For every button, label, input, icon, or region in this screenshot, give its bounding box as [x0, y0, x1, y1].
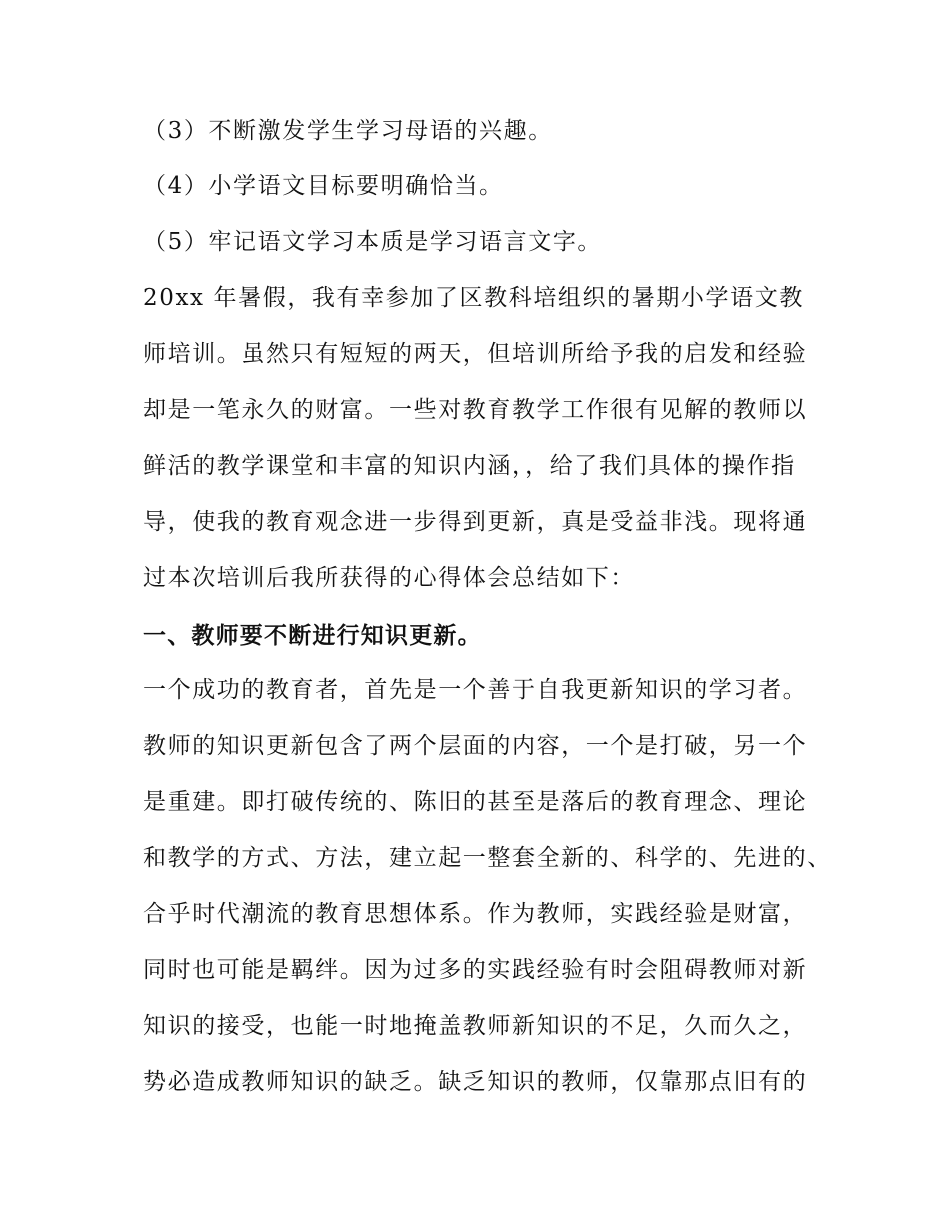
paragraph-line: 却是一笔永久的财富。一些对教育教学工作很有见解的教师以 — [143, 397, 808, 423]
paragraph-line: 教师的知识更新包含了两个层面的内容，一个是打破，另一个 — [143, 733, 808, 759]
paragraph-line: 同时也可能是羁绊。因为过多的实践经验有时会阻碍教师对新 — [143, 957, 808, 983]
paragraph-line: 合乎时代潮流的教育思想体系。作为教师，实践经验是财富， — [143, 901, 808, 927]
section-heading: 一、教师要不断进行知识更新。 — [143, 622, 482, 649]
paragraph-line: 师培训。虽然只有短短的两天，但培训所给予我的启发和经验 — [143, 341, 808, 367]
paragraph-line: 导，使我的教育观念进一步得到更新，真是受益非浅。现将通 — [143, 509, 808, 535]
paragraph-line: 20xx 年暑假，我有幸参加了区教科培组织的暑期小学语文教 — [143, 285, 804, 311]
paragraph-line: 过本次培训后我所获得的心得体会总结如下： — [143, 565, 635, 591]
paragraph-line: 一个成功的教育者，首先是一个善于自我更新知识的学习者。 — [143, 677, 808, 703]
paragraph-line: 知识的接受，也能一时地掩盖教师新知识的不足，久而久之， — [143, 1013, 808, 1039]
paragraph-line: 是重建。即打破传统的、陈旧的甚至是落后的教育理念、理论 — [143, 789, 808, 815]
paragraph-line: 和教学的方式、方法，建立起一整套全新的、科学的、先进的、 — [143, 845, 832, 871]
list-item: （4）小学语文目标要明确恰当。 — [143, 173, 504, 199]
list-item: （5）牢记语文学习本质是学习语言文字。 — [143, 229, 603, 255]
paragraph-line: 势必造成教师知识的缺乏。缺乏知识的教师，仅靠那点旧有的 — [143, 1069, 808, 1095]
paragraph-line: 鲜活的教学课堂和丰富的知识内涵，，给了我们具体的操作指 — [143, 453, 796, 479]
list-item: （3）不断激发学生学习母语的兴趣。 — [143, 118, 553, 144]
